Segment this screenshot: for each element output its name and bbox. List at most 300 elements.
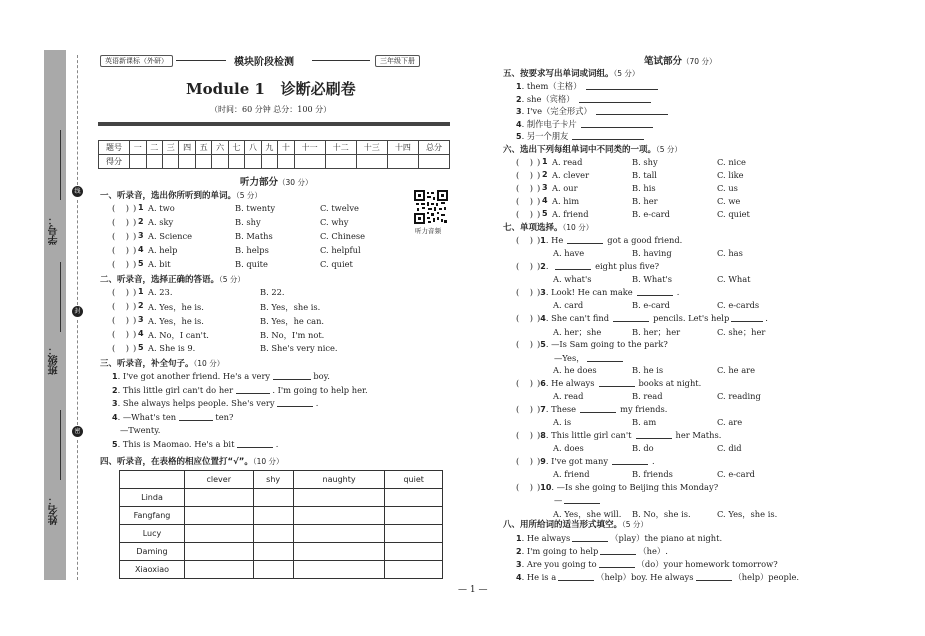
part4-table <box>119 470 443 579</box>
answer-paren[interactable]: ( ) <box>112 217 130 227</box>
score-header-cell: 三 <box>162 141 178 155</box>
item-number-close: ) <box>537 196 541 206</box>
option-a: A. he does <box>553 365 597 375</box>
check-cell[interactable] <box>185 561 254 579</box>
part1-title-text: 一、听录音，选出你所听到的单词。 <box>100 191 237 201</box>
option-b: B. shy <box>632 157 658 167</box>
prompt: she（宾格） <box>526 93 575 104</box>
score-input-cell[interactable] <box>387 155 418 169</box>
stem-start: —Is she going to Beijing this Monday? <box>556 482 719 492</box>
listening-heading <box>240 174 312 188</box>
option-c: C. are <box>717 417 743 427</box>
item-number: 1 <box>516 534 522 543</box>
score-header-cell: 十三 <box>356 141 387 155</box>
item-number-close: ) <box>537 235 541 245</box>
sentence-start: She always helps people. She's very <box>122 398 275 408</box>
score-header-cell: 二 <box>146 141 162 155</box>
stem-end: eight plus five? <box>595 261 660 271</box>
part8-item <box>516 571 799 583</box>
item-number: 4 <box>542 196 548 205</box>
part2-title-text: 二、听录音，选择正确的答语。 <box>100 275 220 285</box>
part5-item <box>516 80 658 92</box>
title-rule <box>98 122 450 126</box>
item-number: 4 <box>138 245 144 254</box>
option-b: B. twenty <box>235 203 276 213</box>
check-cell[interactable] <box>185 525 254 543</box>
part8-item <box>516 545 668 557</box>
answer-blank[interactable] <box>612 456 648 465</box>
option-c: C. reading <box>717 391 761 401</box>
item-number: 1 <box>138 287 144 296</box>
answer-blank[interactable] <box>613 313 649 322</box>
answer-blank[interactable] <box>581 119 653 128</box>
reply-start: — <box>554 495 563 505</box>
answer-paren[interactable]: ( ) <box>516 235 534 245</box>
item-number: 2 <box>516 94 522 104</box>
check-cell[interactable] <box>293 489 385 507</box>
option-b: B. quite <box>235 259 268 269</box>
item-number-close: ) <box>133 329 137 339</box>
answer-blank[interactable] <box>572 131 644 140</box>
item-number-close: ) <box>537 482 541 492</box>
sentence-end: . I'm going to help her. <box>272 384 368 395</box>
item-number: 3 <box>138 315 144 324</box>
item-dot: . <box>521 131 527 141</box>
item-number: 2 <box>542 170 548 179</box>
item-dot: . <box>521 118 527 129</box>
answer-paren[interactable]: ( ) <box>516 170 534 180</box>
seal-char-mi: 密 <box>74 428 81 435</box>
option-b: B. having <box>632 248 672 258</box>
item-number-close: ) <box>537 456 541 466</box>
item-number-close: ) <box>537 157 541 167</box>
answer-paren[interactable]: ( ) <box>112 259 130 269</box>
item-dot: . <box>117 438 123 449</box>
item-number-close: ) <box>133 231 137 241</box>
check-cell[interactable] <box>385 561 443 579</box>
item-number: 3 <box>138 231 144 240</box>
name-field[interactable] <box>60 410 61 480</box>
item-number: 10 <box>540 483 552 492</box>
score-input-cell[interactable] <box>356 155 387 169</box>
written-heading <box>644 53 716 67</box>
score-header-cell: 九 <box>261 141 277 155</box>
stem-reply <box>554 495 600 505</box>
score-header-cell: 十 <box>278 141 294 155</box>
check-cell[interactable] <box>385 507 443 525</box>
option-b: B. am <box>632 417 657 427</box>
option-c: C. did <box>717 443 742 453</box>
row-header: Daming <box>120 543 185 561</box>
table-row <box>120 561 443 579</box>
score-input-cell[interactable] <box>179 155 195 169</box>
stem-start: Look! He can make <box>551 287 633 297</box>
score-header-cell: 七 <box>228 141 244 155</box>
option-c: C. she；her <box>717 327 766 337</box>
sentence-start: —What's ten <box>122 411 177 422</box>
question-stem <box>537 482 718 492</box>
score-input-cell[interactable] <box>195 155 211 169</box>
option-b: B. She's very nice. <box>260 343 338 353</box>
score-input-cell[interactable] <box>294 155 325 169</box>
answer-paren[interactable]: ( ) <box>516 378 534 388</box>
answer-blank[interactable] <box>586 81 658 90</box>
answer-paren[interactable]: ( ) <box>516 183 534 193</box>
item-number-close: ) <box>537 339 541 349</box>
page-number: — 1 — <box>458 585 488 595</box>
score-input-cell[interactable] <box>245 155 261 169</box>
check-cell[interactable] <box>185 507 254 525</box>
item-number-close: ) <box>133 287 137 297</box>
part1-title <box>100 189 262 201</box>
part3-points: （10 分） <box>193 359 225 368</box>
name-label: 姓名： <box>49 495 60 525</box>
answer-blank[interactable] <box>277 398 313 407</box>
score-input-cell[interactable] <box>418 155 449 169</box>
answer-paren[interactable]: ( ) <box>112 203 130 213</box>
item-number: 1 <box>112 372 118 381</box>
option-b: B. e-card <box>632 300 670 310</box>
item-number: 6 <box>540 379 546 388</box>
score-header-cell: 十二 <box>325 141 356 155</box>
score-header-cell: 十四 <box>387 141 418 155</box>
part8-points: （5 分） <box>622 520 648 529</box>
answer-blank[interactable] <box>731 313 763 322</box>
part5-item <box>516 93 651 105</box>
item-number-close: ) <box>133 315 137 325</box>
item-number: 1 <box>138 203 144 212</box>
item-number: 2 <box>516 547 522 556</box>
option-a: A. what's <box>553 274 592 284</box>
class-label: 班级： <box>49 345 60 375</box>
stem-start: This little girl can't <box>551 430 632 440</box>
option-b: B. Yes，he can. <box>260 316 325 326</box>
item-number-close: ) <box>537 313 541 323</box>
item-number-close: ) <box>537 430 541 440</box>
row-header: Lucy <box>120 525 185 543</box>
seal-line-top <box>77 55 78 185</box>
answer-blank[interactable] <box>587 353 623 362</box>
part3-item <box>112 412 233 422</box>
check-cell[interactable] <box>293 561 385 579</box>
answer-paren[interactable]: ( ) <box>516 339 534 349</box>
item-number: 5 <box>138 343 144 352</box>
answer-paren[interactable]: ( ) <box>516 482 534 492</box>
option-c: C. nice <box>717 157 746 167</box>
item-number: 3 <box>516 107 522 116</box>
answer-blank[interactable] <box>558 572 594 581</box>
option-b: B. Maths <box>235 231 273 241</box>
item-dot: . <box>545 235 552 245</box>
answer-paren[interactable]: ( ) <box>516 287 534 297</box>
answer-blank[interactable] <box>579 94 651 103</box>
option-a: A. friend <box>552 209 589 219</box>
score-header-cell: 四 <box>179 141 195 155</box>
item-number-close: ) <box>133 245 137 255</box>
answer-blank[interactable] <box>636 430 672 439</box>
option-a: A. two <box>148 203 175 213</box>
answer-blank[interactable] <box>599 559 635 568</box>
answer-paren[interactable]: ( ) <box>112 343 130 353</box>
question-stem <box>537 430 721 440</box>
item-dot: . <box>545 287 552 297</box>
check-cell[interactable] <box>385 543 443 561</box>
option-c: C. us <box>717 183 738 193</box>
sentence-middle: （play）the piano at night. <box>610 533 723 543</box>
score-input-cell[interactable] <box>278 155 294 169</box>
option-a: A. her；she <box>553 327 602 337</box>
option-a: A. card <box>553 300 584 310</box>
header-rule-left <box>176 60 226 61</box>
part5-item <box>516 105 668 117</box>
check-cell[interactable] <box>385 489 443 507</box>
check-cell[interactable] <box>185 489 254 507</box>
test-meta: （时间：60 分钟 总分：100 分） <box>210 105 332 114</box>
item-number-close: ) <box>133 217 137 227</box>
answer-blank[interactable] <box>599 378 635 387</box>
item-dot: . <box>521 106 527 116</box>
option-a: A. 23. <box>148 287 173 297</box>
row-header: Fangfang <box>120 507 185 525</box>
qr-code-icon[interactable] <box>414 190 448 224</box>
option-c: C. why <box>320 217 349 227</box>
stem-end: books at night. <box>638 378 702 388</box>
score-input-cell[interactable] <box>162 155 178 169</box>
score-header-cell: 题号 <box>99 141 130 155</box>
answer-blank[interactable] <box>236 385 270 394</box>
answer-paren[interactable]: ( ) <box>516 313 534 323</box>
item-number-close: ) <box>537 261 541 271</box>
item-dot: . <box>521 81 527 91</box>
part8-title-text: 八、用所给词的适当形式填空。 <box>503 520 623 530</box>
listening-heading-text: 听力部分 <box>240 177 279 188</box>
option-c: C. Yes，she is. <box>717 509 778 519</box>
option-c: C. has <box>717 248 743 258</box>
question-stem <box>537 287 679 297</box>
check-cell[interactable] <box>253 561 293 579</box>
part4-title-text: 四、听录音，在表格的相应位置打“√”。 <box>100 457 253 467</box>
item-number: 8 <box>540 431 546 440</box>
row-header: Xiaoxiao <box>120 561 185 579</box>
item-number-close: ) <box>537 170 541 180</box>
table-row <box>120 507 443 525</box>
part8-title <box>503 518 648 530</box>
item-number: 5 <box>516 132 522 141</box>
option-b: B. he is <box>632 365 664 375</box>
item-number: 3 <box>112 399 118 408</box>
written-points: （70 分） <box>682 57 717 66</box>
part3-item <box>112 371 330 381</box>
item-number: 1 <box>542 157 548 166</box>
listening-points: （30 分） <box>278 178 313 187</box>
sentence-start: I've got another friend. He's a very <box>122 371 271 381</box>
stem-start: She can't find <box>551 313 610 323</box>
question-stem <box>537 261 659 271</box>
part3-title <box>100 357 224 369</box>
part7-title <box>503 221 593 233</box>
part5-item <box>516 118 653 130</box>
header-rule-right <box>312 60 370 61</box>
written-heading-text: 笔试部分 <box>644 56 683 67</box>
option-a: A. Yes，he is. <box>148 302 204 312</box>
item-number-close: ) <box>537 378 541 388</box>
item-dot: . <box>117 384 123 395</box>
item-dot: . <box>117 398 123 408</box>
answer-blank[interactable] <box>696 572 732 581</box>
answer-blank[interactable] <box>600 546 636 555</box>
part3-title-text: 三、听录音，补全句子。 <box>100 359 194 369</box>
part3-item <box>112 398 318 408</box>
check-cell[interactable] <box>253 507 293 525</box>
item-number: 5 <box>112 439 118 449</box>
item-number: 2 <box>138 217 144 226</box>
check-cell[interactable] <box>253 489 293 507</box>
seal-line-mid2 <box>77 320 78 425</box>
answer-blank[interactable] <box>637 287 673 296</box>
option-b: B. shy <box>235 217 261 227</box>
option-c: C. Chinese <box>320 231 366 241</box>
option-a: A. does <box>553 443 584 453</box>
option-c: C. twelve <box>320 203 359 213</box>
check-cell[interactable] <box>253 525 293 543</box>
part2-points: （5 分） <box>219 275 245 284</box>
grade-badge: 三年级下册 <box>375 55 420 67</box>
item-number: 4 <box>516 119 522 129</box>
option-a: A. bit <box>148 259 171 269</box>
item-number: 9 <box>540 457 546 466</box>
answer-paren[interactable]: ( ) <box>112 315 130 325</box>
score-input-cell[interactable] <box>325 155 356 169</box>
part1-points: （5 分） <box>236 191 262 200</box>
class-field[interactable] <box>60 262 61 332</box>
answer-paren[interactable]: ( ) <box>112 301 130 311</box>
item-dot: . <box>521 559 527 569</box>
option-b: B. her；her <box>632 327 681 337</box>
question-stem <box>537 235 682 245</box>
prompt: 制作电子卡片 <box>526 118 577 129</box>
option-a: A. our <box>552 183 578 193</box>
question-stem <box>537 339 668 349</box>
item-dot: . <box>521 546 527 556</box>
option-a: A. read <box>553 391 584 401</box>
option-c: C. e-card <box>717 469 755 479</box>
option-a: A. Yes，he is. <box>148 316 204 326</box>
item-dot: . <box>117 371 123 381</box>
check-cell[interactable] <box>293 507 385 525</box>
seal-line-bottom <box>77 440 78 580</box>
score-table <box>98 140 450 169</box>
item-dot: . <box>545 456 552 466</box>
option-a: A. him <box>552 196 580 206</box>
item-number-close: ) <box>537 183 541 193</box>
check-cell[interactable] <box>293 543 385 561</box>
answer-blank[interactable] <box>567 235 603 244</box>
question-stem <box>537 378 701 388</box>
score-input-cell[interactable] <box>130 155 146 169</box>
question-stem <box>537 404 667 414</box>
answer-paren[interactable]: ( ) <box>516 430 534 440</box>
item-number: 3 <box>542 183 548 192</box>
column-header: clever <box>185 471 254 489</box>
answer-paren[interactable]: ( ) <box>516 261 534 271</box>
score-input-cell[interactable] <box>212 155 228 169</box>
answer-blank[interactable] <box>179 412 213 421</box>
answer-paren[interactable]: ( ) <box>516 209 534 219</box>
sentence-middle: （he）. <box>638 546 668 556</box>
answer-paren[interactable]: ( ) <box>516 404 534 414</box>
check-cell[interactable] <box>385 525 443 543</box>
score-input-cell[interactable] <box>146 155 162 169</box>
part6-title <box>503 143 682 155</box>
answer-blank[interactable] <box>580 404 616 413</box>
check-cell[interactable] <box>253 543 293 561</box>
option-b: B. e-card <box>632 209 670 219</box>
answer-blank[interactable] <box>572 533 608 542</box>
answer-blank[interactable] <box>564 495 600 504</box>
answer-paren[interactable]: ( ) <box>112 231 130 241</box>
option-b: B. Yes，she is. <box>260 302 321 312</box>
item-dot: . <box>521 572 527 582</box>
sentence-end: boy. <box>313 371 330 381</box>
score-input-cell[interactable] <box>228 155 244 169</box>
answer-paren[interactable]: ( ) <box>516 456 534 466</box>
option-a: A. No，I can't. <box>148 330 209 340</box>
item-dot: . <box>545 261 552 271</box>
sentence-start: He always <box>526 533 571 543</box>
option-a: A. friend <box>553 469 590 479</box>
check-cell[interactable] <box>293 525 385 543</box>
item-number: 2 <box>138 301 144 310</box>
stem-end: got a good friend. <box>607 235 683 245</box>
part2-title <box>100 273 245 285</box>
part4-title <box>100 455 284 467</box>
score-header-cell: 一 <box>130 141 146 155</box>
option-b: B. do <box>632 443 654 453</box>
item-number-close: ) <box>133 203 137 213</box>
answer-paren[interactable]: ( ) <box>112 287 130 297</box>
answer-blank[interactable] <box>237 439 273 448</box>
student-id-label: 学号： <box>49 215 60 245</box>
part7-points: （10 分） <box>562 223 594 232</box>
part4-points: （10 分） <box>252 457 284 466</box>
answer-blank[interactable] <box>596 106 668 115</box>
score-input-cell[interactable] <box>261 155 277 169</box>
answer-paren[interactable]: ( ) <box>516 157 534 167</box>
option-b: B. 22. <box>260 287 285 297</box>
answer-paren[interactable]: ( ) <box>112 329 130 339</box>
item-dot: . <box>551 482 557 492</box>
answer-paren[interactable]: ( ) <box>112 245 130 255</box>
sentence-middle: （help）boy. He always <box>596 572 694 582</box>
stem-start: I've got many <box>551 456 609 466</box>
item-number-close: ) <box>133 301 137 311</box>
option-b: B. No，she is. <box>632 509 691 519</box>
stem-end: pencils. Let's help <box>653 313 730 323</box>
stem-start: —Is Sam going to the park? <box>551 339 668 349</box>
option-c: C. e-cards <box>717 300 760 310</box>
sentence-end: （help）people. <box>733 572 800 582</box>
student-id-field[interactable] <box>60 130 61 200</box>
option-c: C. What <box>717 274 751 284</box>
check-cell[interactable] <box>185 543 254 561</box>
sentence-end: . <box>275 438 279 449</box>
sentence-start: This little girl can't do her <box>122 384 234 395</box>
answer-blank[interactable] <box>555 261 591 270</box>
answer-blank[interactable] <box>273 371 311 380</box>
item-dot: . <box>545 378 552 388</box>
part3-item <box>120 425 160 435</box>
answer-paren[interactable]: ( ) <box>516 196 534 206</box>
